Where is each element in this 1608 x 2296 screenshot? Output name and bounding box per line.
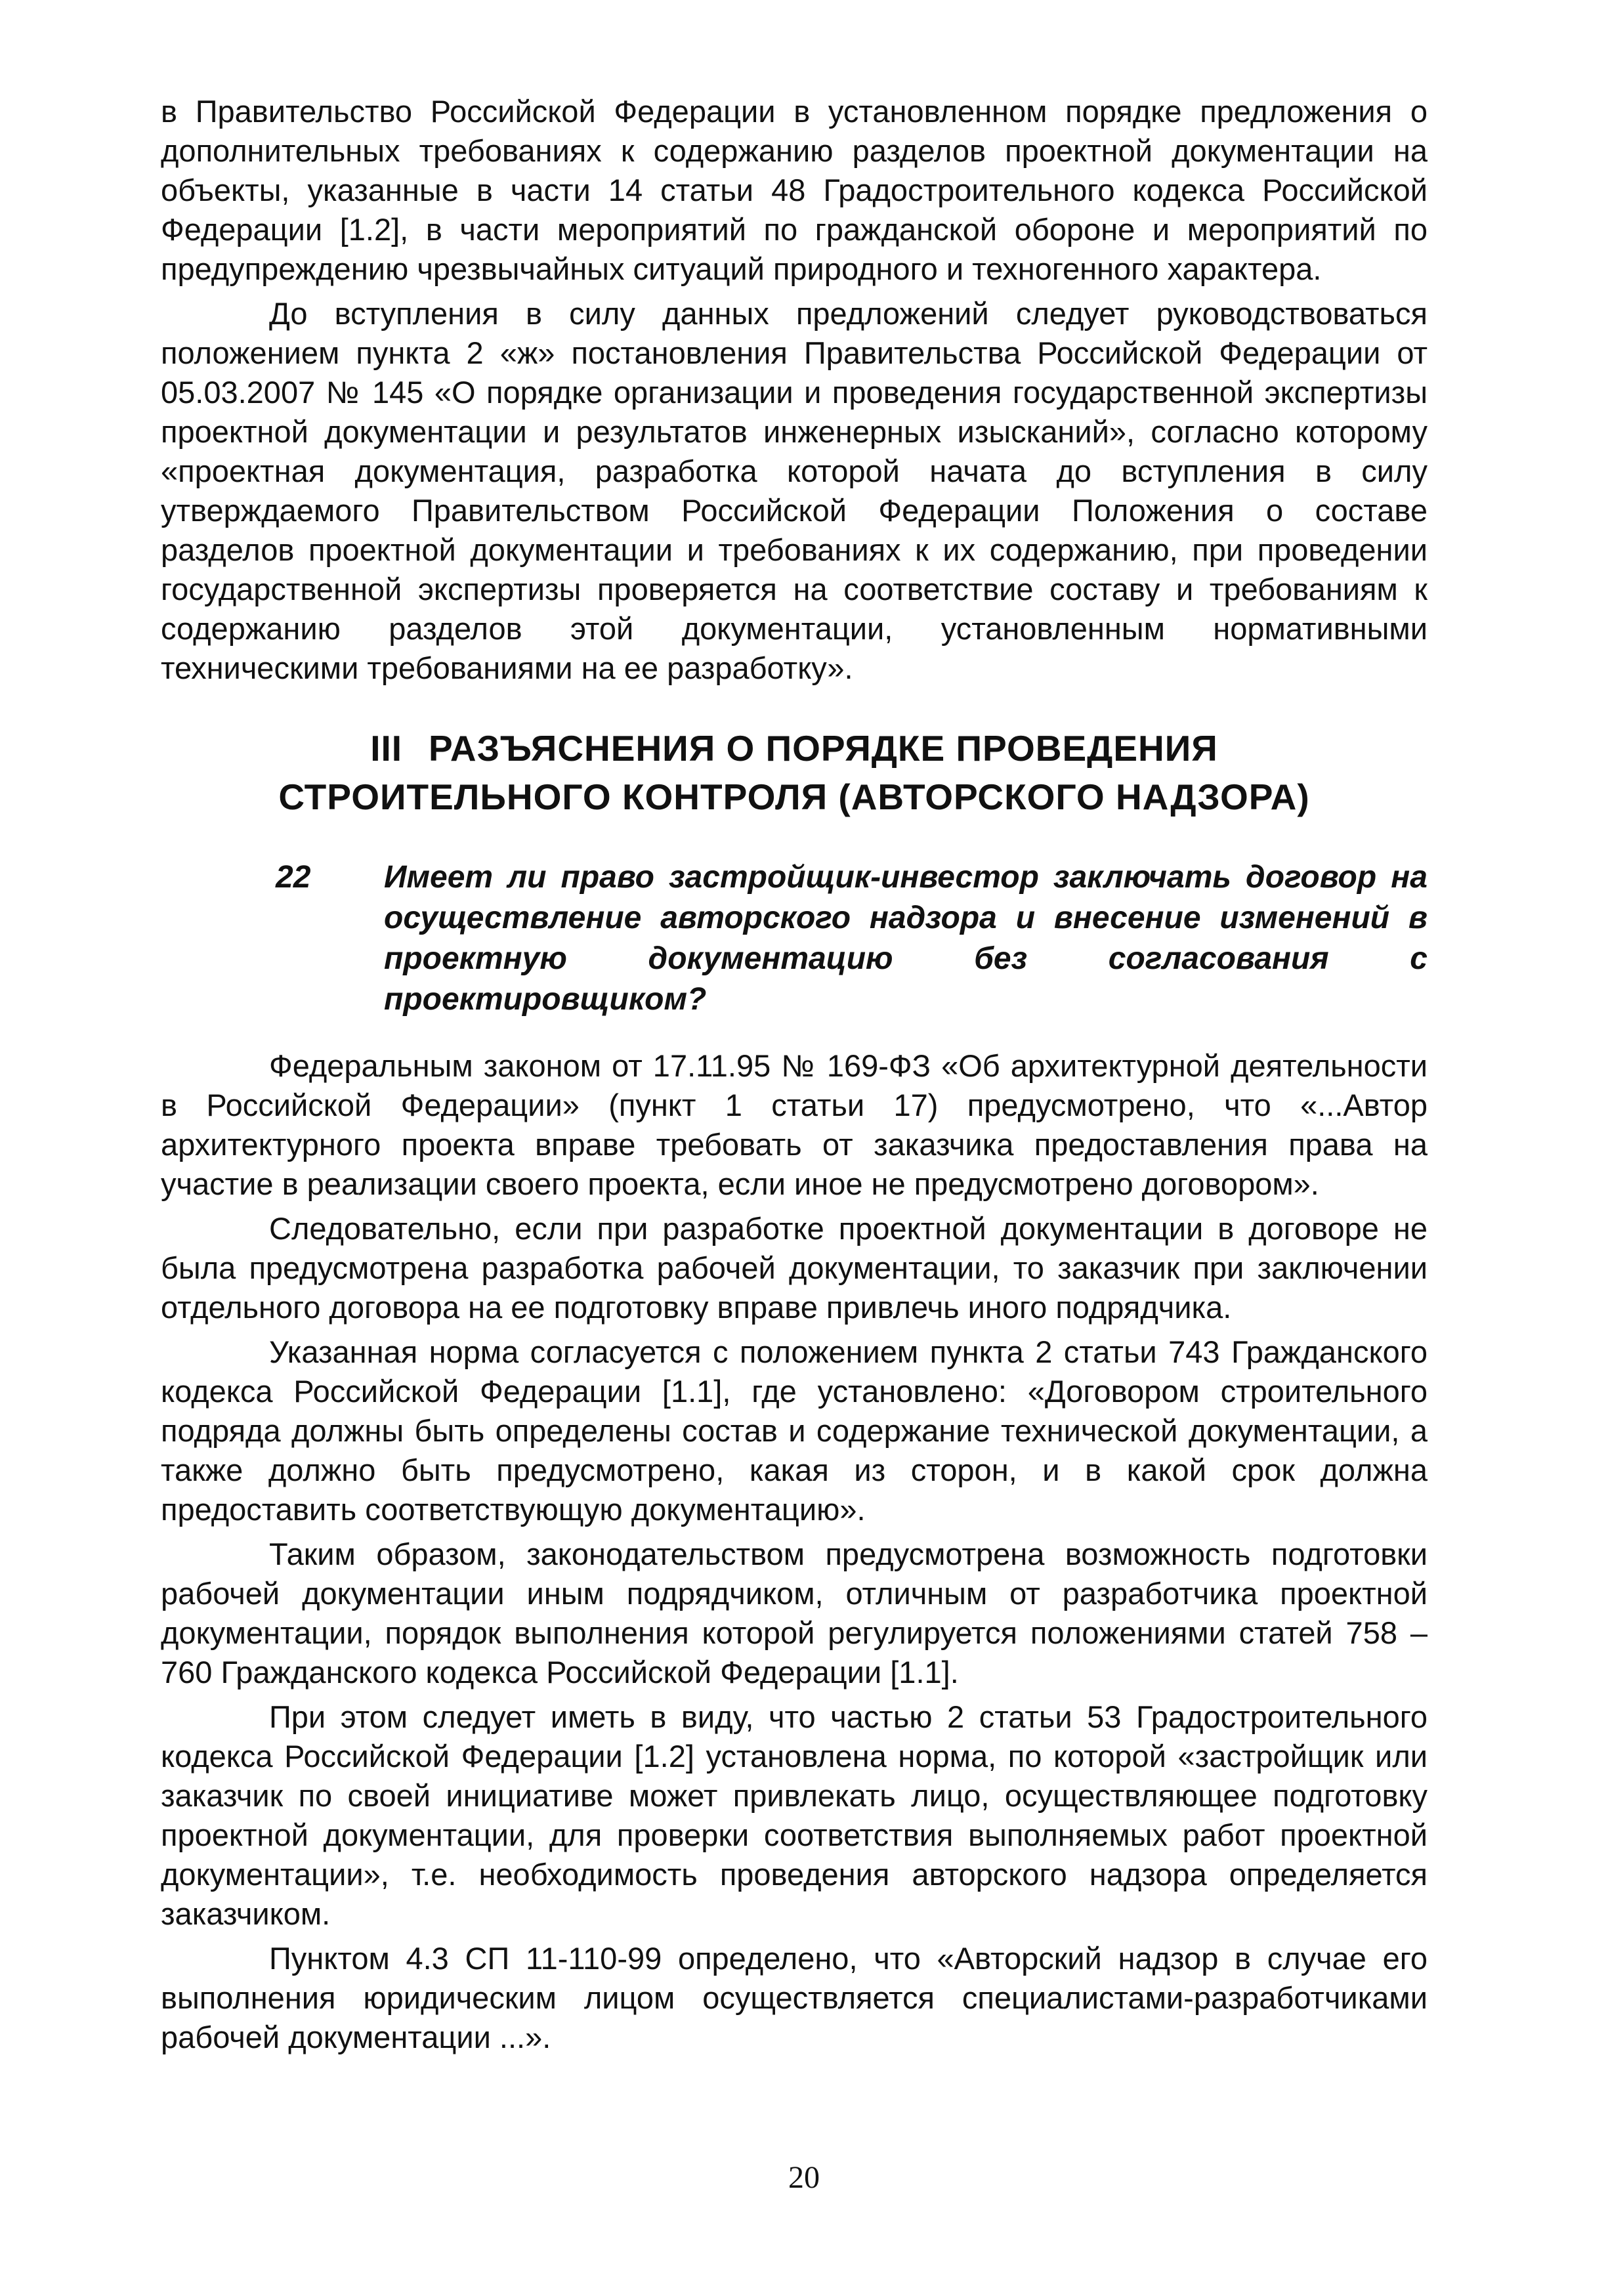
section-number: III xyxy=(370,728,403,769)
question-text: Имеет ли право застройщик-инвестор заключать договор на осуществление авторского надзора и внесение изменений в проектную документацию без согласования с проектировщиком? xyxy=(384,860,1428,1017)
page-number: 20 xyxy=(788,2160,820,2195)
question-heading xyxy=(161,857,1428,1020)
section-title-line2: СТРОИТЕЛЬНОГО КОНТРОЛЯ (АВТОРСКОГО НАДЗОРА) xyxy=(278,776,1310,817)
question-number: 22 xyxy=(276,860,311,895)
paragraph: Следовательно, если при разработке проектной документации в договоре не была предусмотрена разработка рабочей документации, то заказчик при заключении отдельного договора на ее подготовку вправе привлечь иного подрядчика. xyxy=(161,1211,1428,1325)
section-title-line1: РАЗЪЯСНЕНИЯ О ПОРЯДКЕ ПРОВЕДЕНИЯ xyxy=(429,728,1218,769)
section-heading xyxy=(161,724,1428,821)
paragraph: Указанная норма согласуется с положением пункта 2 статьи 743 Гражданского кодекса Российской Федерации [1.1], где установлено: «Договором строительного подряда должны быть определены состав и содержание технической документации, а также должно быть предусмотрено, какая из сторон, и в какой срок должна предоставить соответствующую документацию». xyxy=(161,1334,1428,1527)
paragraph: Таким образом, законодательством предусмотрена возможность подготовки рабочей документации иным подрядчиком, отличным от разработчика проектной документации, порядок выполнения которой регулируется положениями статей 758 – 760 Гражданского кодекса Российской Федерации [1.1]. xyxy=(161,1537,1428,1690)
document-page xyxy=(161,92,1428,2062)
paragraph: До вступления в силу данных предложений следует руководствоваться положением пункта 2 «ж» постановления Правительства Российской Федерации от 05.03.2007 № 145 «О порядке организации и проведения государственной экспертизы проектной документации и результатов инженерных изысканий», согласно которому «проектная документация, разработка которой начата до вступления в силу утверждаемого Правительством Российской Федерации Положения о составе разделов проектной документации и требованиях к их содержанию, при проведении государственной экспертизы проверяется на соответствие составу и требованиям к содержанию разделов этой документации, установленным нормативными техническими требованиями на ее разработку». xyxy=(161,296,1428,685)
paragraph: Пунктом 4.3 СП 11-110-99 определено, что «Авторский надзор в случае его выполнения юридическим лицом осуществляется специалистами-разработчиками рабочей документации ...». xyxy=(161,1941,1428,2054)
paragraph: При этом следует иметь в виду, что частью 2 статьи 53 Градостроительного кодекса Российской Федерации [1.2] установлена норма, по которой «застройщик или заказчик по своей инициативе может привлекать лицо, осуществляющее подготовку проектной документации, для проверки соответствия выполняемых работ проектной документации», т.е. необходимость проведения авторского надзора определяется заказчиком. xyxy=(161,1699,1428,1931)
paragraph-continuation: в Правительство Российской Федерации в установленном порядке предложения о дополнительных требованиях к содержанию разделов проектной документации на объекты, указанные в части 14 статьи 48 Градостроительного кодекса Российской Федерации [1.2], в части мероприятий по гражданской обороне и мероприятий по предупреждению чрезвычайных ситуаций природного и техногенного характера. xyxy=(161,94,1428,286)
paragraph: Федеральным законом от 17.11.95 № 169-ФЗ «Об архитектурной деятельности в Российской Федерации» (пункт 1 статьи 17) предусмотрено, что «...Автор архитектурного проекта вправе требовать от заказчика предоставления права на участие в реализации своего проекта, если иное не предусмотрено договором». xyxy=(161,1048,1428,1201)
